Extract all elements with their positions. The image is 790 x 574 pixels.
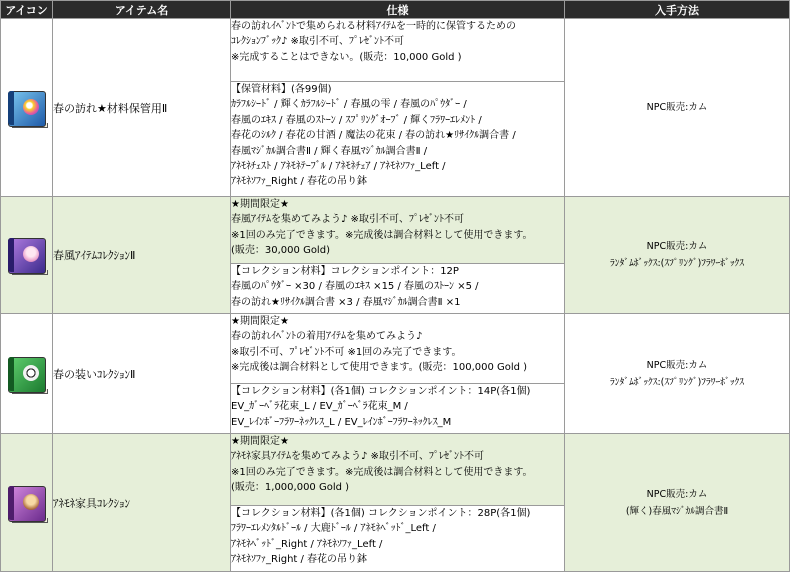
acquire-line: ﾗﾝﾀﾞﾑﾎﾞｯｸｽ:(ｽﾌﾟﾘﾝｸﾞ)ﾌﾗﾜｰﾎﾞｯｸｽ xyxy=(609,258,745,269)
spec-line: 春風のｴｷｽ / 春風のｽﾄｰﾝ / ｽﾌﾟﾘﾝｸﾞｵｰﾌﾞ / 輝くﾌﾗﾜｰｴﾚﾒﾝﾄ / xyxy=(231,114,482,126)
item-icon-cell xyxy=(1,197,53,314)
spec-line: ｺﾚｸｼｮﾝﾌﾞｯｸ♪ ※取引不可、ﾌﾟﾚｾﾞﾝﾄ不可 xyxy=(231,36,404,48)
spec-line: ｱﾈﾓﾈ家具ｱｲﾃﾑを集めてみよう♪ ※取引不可、ﾌﾟﾚｾﾞﾝﾄ不可 xyxy=(231,451,484,463)
item-spec-materials xyxy=(231,264,565,314)
acquire-line: NPC販売:カム xyxy=(646,359,708,371)
spec-line: ★期間限定★ xyxy=(231,436,289,447)
item-icon-cell xyxy=(1,19,53,197)
item-spec-description xyxy=(231,197,565,264)
table-row xyxy=(1,197,790,264)
acquire-line: ﾗﾝﾀﾞﾑﾎﾞｯｸｽ:(ｽﾌﾟﾘﾝｸﾞ)ﾌﾗﾜｰﾎﾞｯｸｽ xyxy=(609,376,745,388)
spec-line: ※取引不可、ﾌﾟﾚｾﾞﾝﾄ不可 ※1回のみ完了できます。 xyxy=(231,346,462,358)
blue-storage-book-icon xyxy=(4,85,50,131)
header-icon: アイコン xyxy=(1,1,53,19)
spec-line: ｶﾗﾌﾙｼｰﾄﾞ / 輝くｶﾗﾌﾙｼｰﾄﾞ / 春風の雫 / 春風のﾊﾟｳﾀﾞｰ / xyxy=(231,99,467,111)
acquire-line: NPC販売:カム xyxy=(646,241,708,252)
item-name: 春の装いｺﾚｸｼｮﾝⅡ xyxy=(53,314,231,434)
spec-line: ※完成後は調合材料として使用できます。(販売：100,000 Gold ) xyxy=(231,362,528,374)
spec-line: ｱﾈﾓﾈﾁｪｽﾄ / ｱﾈﾓﾈﾃｰﾌﾞﾙ / ｱﾈﾓﾈﾁｪｱ / ｱﾈﾓﾈｿﾌｧ_Left / xyxy=(231,161,446,173)
spec-line: EV_ﾚｲﾝﾎﾞｰﾌﾗﾜｰﾈｯｸﾚｽ_L / EV_ﾚｲﾝﾎﾞｰﾌﾗﾜｰﾈｯｸﾚｽ_M xyxy=(231,416,452,428)
spec-line: 【コレクション材料】(各1個) コレクションポイント：28P(各1個) xyxy=(231,508,531,519)
header-row xyxy=(1,1,790,19)
spec-line: ｱﾈﾓﾈｿﾌｧ_Right / 春花の吊り鉢 xyxy=(231,554,368,566)
item-acquire xyxy=(565,434,790,572)
spec-line: EV_ｶﾞｰﾍﾞﾗ花束_L / EV_ｶﾞｰﾍﾞﾗ花束_M / xyxy=(231,401,408,413)
item-spec-description xyxy=(231,19,565,82)
item-name: 春の訪れ★材料保管用Ⅱ xyxy=(53,19,231,197)
item-spec-description xyxy=(231,314,565,384)
spec-line: (販売：1,000,000 Gold ) xyxy=(231,482,350,494)
spec-line: 春風ｱｲﾃﾑを集めてみよう♪ ※取引不可、ﾌﾟﾚｾﾞﾝﾄ不可 xyxy=(231,214,464,226)
purple-collection-book-icon xyxy=(4,232,50,278)
item-name: 春風ｱｲﾃﾑｺﾚｸｼｮﾝⅡ xyxy=(53,197,231,314)
spec-line: ※1回のみ完了できます。※完成後は調合材料として使用できます。 xyxy=(231,229,533,241)
spec-line: ｱﾈﾓﾈｿﾌｧ_Right / 春花の吊り鉢 xyxy=(231,176,368,188)
item-icon-cell xyxy=(1,314,53,434)
spec-line: (販売：30,000 Gold) xyxy=(231,245,330,257)
item-acquire xyxy=(565,197,790,314)
table-row xyxy=(1,434,790,506)
green-collection-book-icon xyxy=(4,351,50,397)
spec-line: ★期間限定★ xyxy=(231,316,289,327)
item-spec-materials xyxy=(231,384,565,434)
spec-line: ★期間限定★ xyxy=(231,199,289,210)
table-row xyxy=(1,314,790,384)
pink-collection-book-icon xyxy=(4,480,50,526)
spec-line: 【コレクション材料】(各1個) コレクションポイント：14P(各1個) xyxy=(231,386,531,397)
table-row xyxy=(1,19,790,82)
header-acquire: 入手方法 xyxy=(565,1,790,19)
spec-line: 【保管材料】(各99個) xyxy=(231,84,332,95)
spec-line: 春風のﾊﾟｳﾀﾞｰ ×30 / 春風のｴｷｽ ×15 / 春風のｽﾄｰﾝ ×5 / xyxy=(231,281,479,293)
spec-line: ※1回のみ完了できます。※完成後は調合材料として使用できます。 xyxy=(231,466,533,478)
spec-line: 春の訪れｲﾍﾞﾝﾄの着用ｱｲﾃﾑを集めてみよう♪ xyxy=(231,331,423,343)
acquire-line: (輝く)春風ﾏｼﾞｶﾙ調合書Ⅱ xyxy=(625,505,729,517)
spec-line: 春風ﾏｼﾞｶﾙ調合書Ⅱ / 輝く春風ﾏｼﾞｶﾙ調合書Ⅱ / xyxy=(231,145,428,157)
item-spec-materials xyxy=(231,82,565,197)
spec-line: ﾌﾗﾜｰｴﾚﾒﾝﾀﾙﾄﾞｰﾙ / 大鹿ﾄﾞｰﾙ / ｱﾈﾓﾈﾍﾞｯﾄﾞ_Left / xyxy=(231,523,436,535)
header-name: アイテム名 xyxy=(53,1,231,19)
spec-line: 【コレクション材料】コレクションポイント：12P xyxy=(231,266,459,277)
item-spec-description xyxy=(231,434,565,506)
item-acquire xyxy=(565,19,790,197)
item-acquire xyxy=(565,314,790,434)
spec-line: 春花のｼﾙｸ / 春花の甘酒 / 魔法の花束 / 春の訪れ★ﾘｻｲｸﾙ調合書 / xyxy=(231,130,516,142)
header-spec: 仕様 xyxy=(231,1,565,19)
item-spec-materials xyxy=(231,506,565,572)
item-icon-cell xyxy=(1,434,53,572)
spec-line: ※完成することはできない。(販売：10,000 Gold ) xyxy=(231,51,462,63)
acquire-line: NPC販売:カム xyxy=(646,102,708,113)
acquire-line: NPC販売:カム xyxy=(646,488,708,500)
spec-line: 春の訪れ★ﾘｻｲｸﾙ調合書 ×3 / 春風ﾏｼﾞｶﾙ調合書Ⅱ ×1 xyxy=(231,296,461,308)
spec-line: ｱﾈﾓﾈﾍﾞｯﾄﾞ_Right / ｱﾈﾓﾈｿﾌｧ_Left / xyxy=(231,538,383,550)
item-name: ｱﾈﾓﾈ家具ｺﾚｸｼｮﾝ xyxy=(53,434,231,572)
spec-line: 春の訪れｲﾍﾞﾝﾄで集められる材料ｱｲﾃﾑを一時的に保管するための xyxy=(231,21,516,32)
